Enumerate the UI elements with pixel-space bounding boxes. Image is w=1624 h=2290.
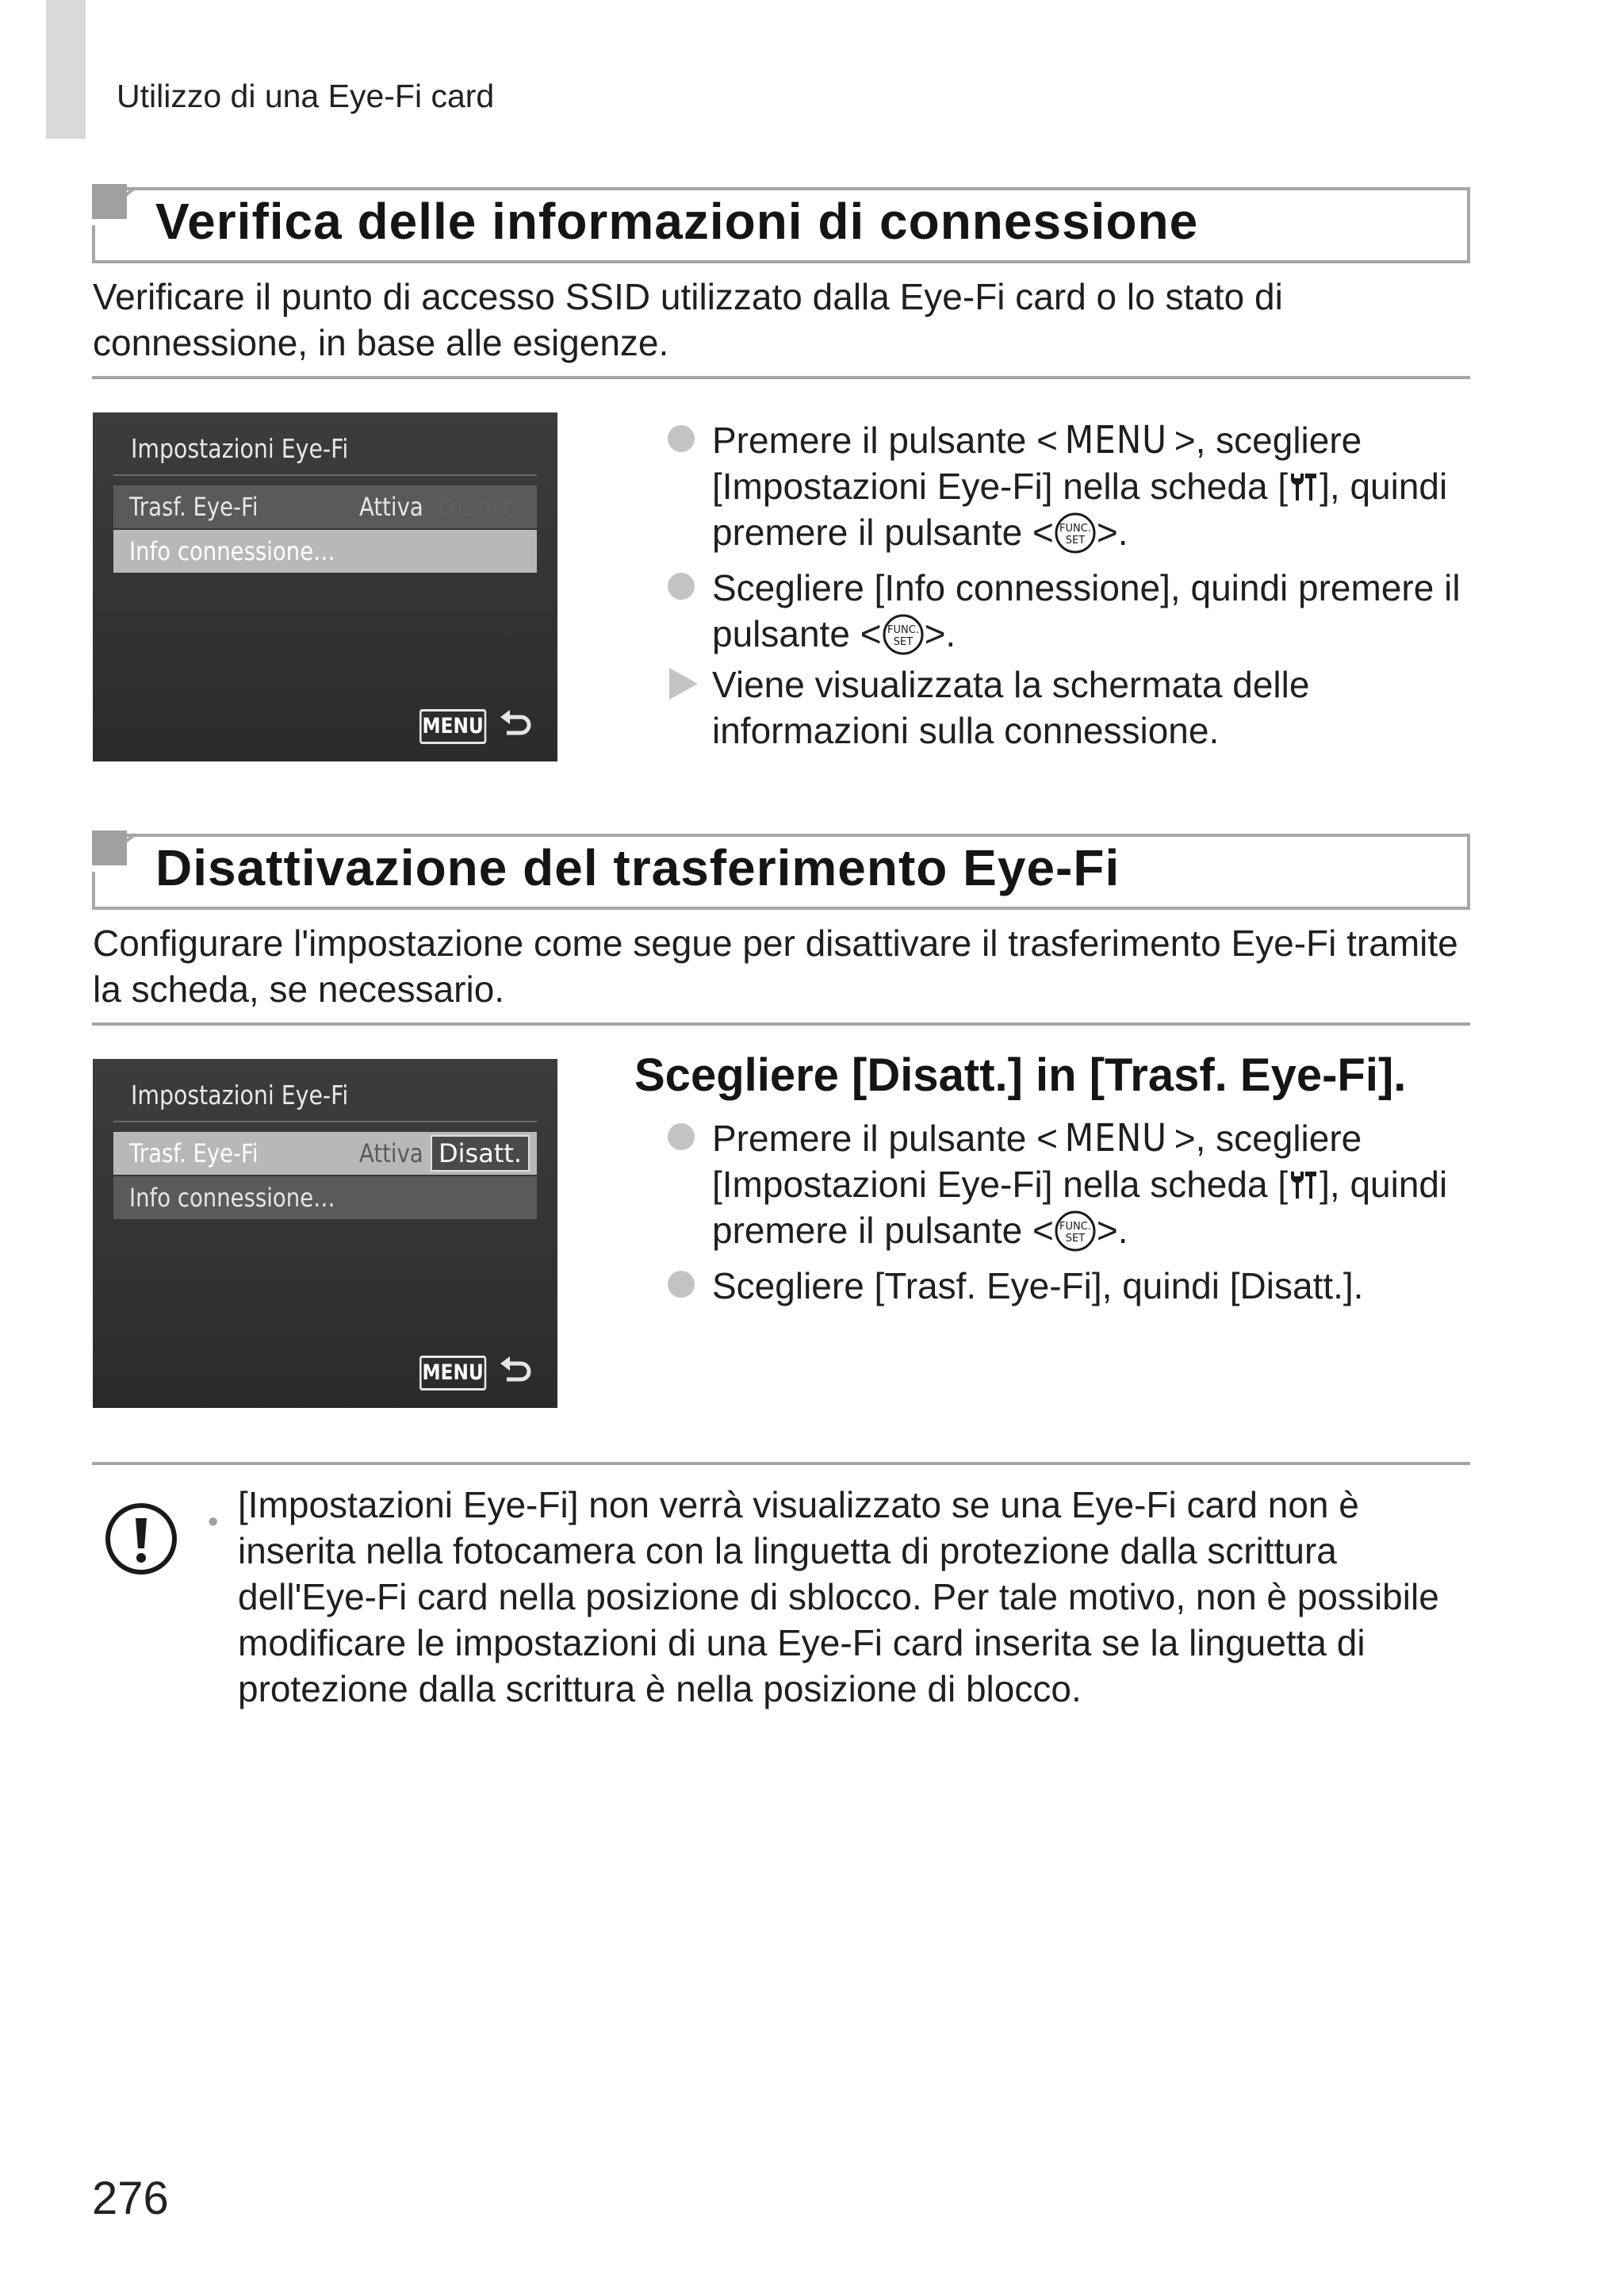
menu-row-connection-info [113,530,537,573]
section-heading-connection-info [92,187,1470,260]
menu-row-transfer [113,1132,537,1175]
running-head: Utilizzo di una Eye-Fi card [117,78,495,114]
menu-button-label: MENU [419,709,486,744]
func-set-icon [882,613,925,656]
divider [92,1462,1470,1465]
step-heading: Scegliere [Disatt.] in [Trasf. Eye-Fi]. [634,1049,1407,1101]
step-press-menu: Premere il pulsante < MENU >, scegliere [Impostazioni Eye-Fi] nella scheda [ ], quindi premere il pulsante < FUNC. SET >. [668,1115,1484,1253]
menu-glyph: MENU [1064,1116,1167,1160]
bullet-icon [668,425,695,452]
section-title: Verifica delle informazioni di connessione [155,193,1199,250]
page-number: 276 [92,2173,169,2224]
note-text: [Impostazioni Eye-Fi] non verrà visualizzato se una Eye-Fi card non è inserita nella fotocamera con la linguetta di protezione dalla scrittura dell'Eye-Fi card nella posizione di sblocco. Per tale motivo, non è possibile modificare le impostazioni di una Eye-Fi card inserita se la linguetta di protezione dalla scrittura è nella posizione di blocco. [238,1484,1439,1709]
note-bullet: • [208,1506,219,1539]
bullet-icon [668,1271,695,1298]
menu-button-label: MENU [419,1356,486,1390]
svg-text:FUNC.: FUNC. [1059,1221,1091,1233]
caution-icon [103,1501,179,1577]
section-square-icon [92,184,127,219]
step-press-menu: Premere il pulsante < MENU >, scegliere [Impostazioni Eye-Fi] nella scheda [ ], quindi premere il pulsante < FUNC. SET >. [668,417,1484,555]
divider [92,376,1470,379]
result-arrow-icon [669,668,698,700]
side-tab-marker [46,0,86,139]
svg-text:SET: SET [1065,1233,1086,1245]
func-set-icon [1054,1210,1097,1252]
svg-text:FUNC.: FUNC. [887,624,919,636]
menu-row-label: Trasf. Eye-Fi [129,1138,259,1168]
option-off: Disatt. [437,492,521,522]
camera-screen-disable-transfer [93,1059,557,1408]
svg-text:SET: SET [1065,535,1086,547]
menu-glyph: MENU [1064,418,1167,462]
step-result: Viene visualizzata la schermata delle informazioni sulla connessione. [668,662,1484,754]
bullet-icon [668,1123,695,1150]
wrench-tab-icon [1288,469,1320,504]
step-choose-disable: Scegliere [Trasf. Eye-Fi], quindi [Disatt.]. [668,1263,1484,1309]
section-intro: Configurare l'impostazione come segue per disattivare il trasferimento Eye-Fi tramite la scheda, se necessario. [93,923,1458,1010]
bullet-icon [668,573,695,600]
menu-row-label: Info connessione… [129,1183,335,1213]
back-arrow-icon [497,1352,534,1389]
menu-row-transfer [113,485,537,528]
section-title: Disattivazione del trasferimento Eye-Fi [155,839,1120,896]
svg-text:FUNC.: FUNC. [1059,523,1091,535]
camera-screen-connection-info [93,412,557,761]
option-on: Attiva [359,492,423,522]
caution-note [94,1482,1473,1767]
section-intro: Verificare il punto di accesso SSID utilizzato dalla Eye-Fi card o lo stato di connessione, in base alle esigenze. [93,276,1283,363]
section-square-icon [92,830,127,865]
divider [92,1022,1470,1026]
wrench-tab-icon [1288,1167,1320,1202]
menu-row-label: Trasf. Eye-Fi [129,492,259,522]
section-heading-disable-transfer [92,834,1470,907]
menu-row-connection-info [113,1176,537,1219]
option-off-selected: Disatt. [431,1135,530,1172]
svg-text:SET: SET [893,636,913,648]
func-set-icon [1054,512,1097,554]
screen-title: Impostazioni Eye-Fi [131,1080,349,1110]
back-arrow-icon [497,706,534,742]
screen-title: Impostazioni Eye-Fi [131,433,349,464]
step-choose-connection-info: Scegliere [Info connessione], quindi premere il pulsante < FUNC. SET >. [668,565,1484,657]
menu-row-label: Info connessione… [129,536,335,566]
option-on: Attiva [359,1138,423,1168]
